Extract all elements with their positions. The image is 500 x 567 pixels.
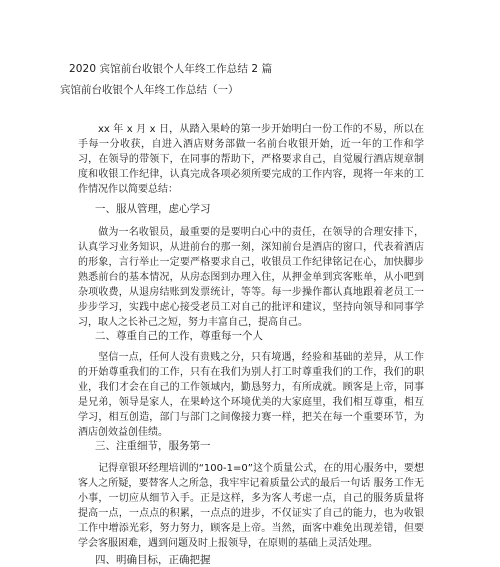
section-heading-3: 三、注重细节，服务第一 (95, 440, 211, 452)
intro-paragraph (78, 122, 424, 197)
section-body-2 (78, 350, 424, 440)
intro-text: xx 年 x 月 x 日，从踏入果岭的第一步开始明白一份工作的不易，所以在手每一分收获，自进入酒店财务部做一名前台收银开始，近一年的工作和学习，在领导的带领下，在同事的帮助下，严格要求自己，自觉履行酒店规章制度和收银工作纪律，认真完成各项必须所要完成的工作内容，现将一年来的工作情况作以简要总结： (78, 124, 424, 195)
section-title: 宾馆前台收银个人年终工作总结（一） (60, 84, 239, 96)
section-body-3 (78, 461, 424, 551)
section-body-1 (78, 225, 424, 330)
section-heading-4: 四、明确目标，正确把握 (95, 554, 211, 566)
document-title: 2020 宾馆前台收银个人年终工作总结 2 篇 (69, 63, 273, 75)
section-heading-1: 一、服从管理，虑心学习 (95, 203, 211, 215)
section-heading-2: 二、尊重自己的工作，尊重每一个人 (95, 330, 263, 342)
section-body-2-text: 坚信一点，任何人没有贵贱之分，只有境遇，经验和基础的差异，从工作的开始尊重我们的工作，只有在我们为别人打工时尊重我们的工作，我们的职业，我们才会在自己的工作领域内，勤恳努力，有所成就。顾客是上帝，同事是兄弟，领导是家人，在果岭这个环境优美的大家庭里，我们相互尊重，相互学习，相互创造，部门与部门之间像接力赛一样，把关在每一个重要环节，为酒店创效益创佳绩。 (78, 352, 424, 438)
section-body-3-text: 记得章银环经理培训的“100-1=0”这个质量公式，在的用心服务中，要想客人之所疑，要替客人之所急，我牢牢记着质量公式的最后一句话 服务工作无小事，一切应从细节入手。正是这样，多为客人考虑一点，自己的服务质量将提高一点，一点点的积累，一点点的进步，不仅证实了自己的能力，也为收银工作中增添光彩，努力努力，顾客是上帝。当然，面客中难免出现差错，但要学会客服困难，遇到问题及时上报领导，在原则的基础上灵活处理。 (78, 463, 424, 549)
section-body-1-text: 做为一名收银员，最重要的是要明白心中的责任，在领导的合理安排下，认真学习业务知识，从进前台的那一刻，深知前台是酒店的窗口，代表着酒店的形象，言行举止一定要严格要求自己，收银员工作纪律铭记在心，加快脚步熟悉前台的基本情况，从房态图到办理入住，从押金单到宾客账单，从小吧到杂项收费，从退房结账到发票统计，等等。每一步操作都认真地跟着老员工一步步学习，实践中虑心接受老员工对自己的批评和建议，坚持向领导和同事学习，取人之长补己之短，努力丰富自己，提高自己。 (78, 227, 424, 328)
